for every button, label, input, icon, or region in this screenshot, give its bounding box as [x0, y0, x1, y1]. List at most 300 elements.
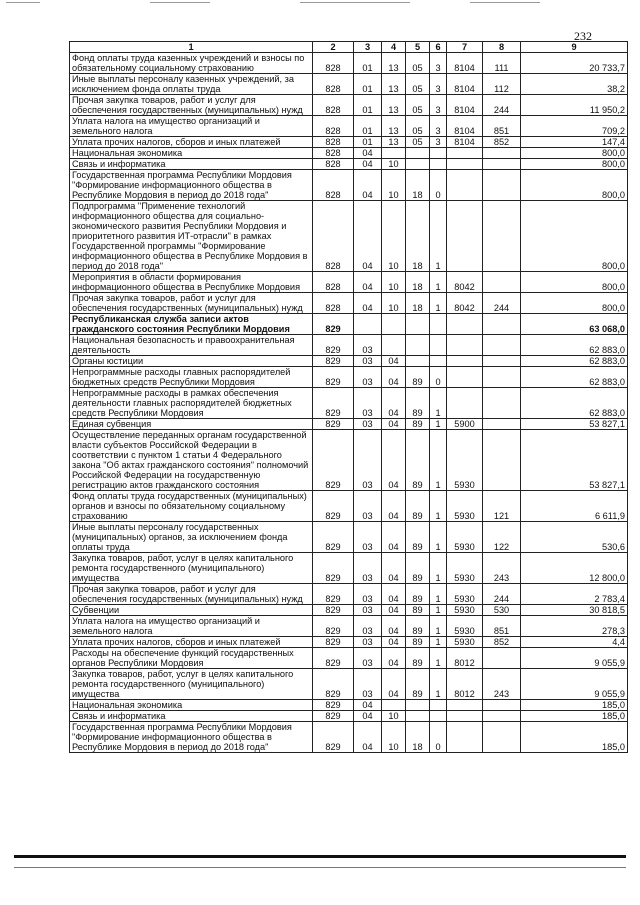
amount: 800,0 [521, 293, 628, 314]
section-code: 03 [354, 648, 382, 669]
table-row [70, 553, 628, 584]
program-code: 89 [406, 491, 430, 522]
subsection-code: 04 [382, 491, 406, 522]
row-name: Мероприятия в области формирования информационного общества в Республике Мордовия [70, 272, 313, 293]
row-name: Уплата прочих налогов, сборов и иных платежей [70, 637, 313, 648]
section-code: 03 [354, 491, 382, 522]
subsection-code: 10 [382, 293, 406, 314]
program-code [406, 159, 430, 170]
row-name: Непрограммные расходы главных распорядителей бюджетных средств Республики Мордовия [70, 367, 313, 388]
table-row [70, 116, 628, 137]
program-code: 89 [406, 669, 430, 700]
program-code: 89 [406, 637, 430, 648]
table-row [70, 419, 628, 430]
table-row [70, 584, 628, 605]
table-row [70, 314, 628, 335]
subprogram-code [430, 700, 447, 711]
expense-type-code: 122 [483, 522, 521, 553]
expense-type-code: 530 [483, 605, 521, 616]
subsection-code: 04 [382, 367, 406, 388]
amount: 4,4 [521, 637, 628, 648]
row-name: Иные выплаты персоналу казенных учреждений, за исключением фонда оплаты труда [70, 74, 313, 95]
program-code: 89 [406, 388, 430, 419]
grbs-code: 829 [313, 522, 354, 553]
amount: 62 883,0 [521, 356, 628, 367]
section-code: 04 [354, 272, 382, 293]
amount: 278,3 [521, 616, 628, 637]
target-code: 8104 [447, 95, 483, 116]
target-code [447, 700, 483, 711]
grbs-code: 829 [313, 584, 354, 605]
target-code: 8104 [447, 116, 483, 137]
expense-type-code: 851 [483, 616, 521, 637]
expense-type-code [483, 700, 521, 711]
grbs-code: 829 [313, 491, 354, 522]
scan-mark [470, 2, 540, 3]
row-name: Осуществление переданных органам государственной власти субъектов Российской Федерации в соответствии с пунктом 1 статьи 4 Федерального закона "Об актах гражданского состояния" полномочий Российской Федерации на государственную регистрацию актов гражданского состояния [70, 430, 313, 491]
section-code: 04 [354, 148, 382, 159]
subprogram-code: 3 [430, 74, 447, 95]
section-code: 03 [354, 553, 382, 584]
target-code [447, 335, 483, 356]
grbs-code: 828 [313, 293, 354, 314]
amount: 800,0 [521, 201, 628, 272]
expense-type-code [483, 388, 521, 419]
expense-type-code [483, 722, 521, 753]
section-code: 03 [354, 522, 382, 553]
grbs-code: 829 [313, 722, 354, 753]
expense-type-code: 121 [483, 491, 521, 522]
column-header: 6 [430, 42, 447, 53]
target-code: 8104 [447, 53, 483, 74]
row-name: Фонд оплаты труда казенных учреждений и взносы по обязательному социальному страхованию [70, 53, 313, 74]
footer-rule [14, 855, 626, 858]
program-code: 05 [406, 74, 430, 95]
section-code: 03 [354, 584, 382, 605]
section-code: 03 [354, 356, 382, 367]
expense-type-code [483, 148, 521, 159]
row-name: Прочая закупка товаров, работ и услуг для обеспечения государственных (муниципальных) нужд [70, 95, 313, 116]
subprogram-code [430, 159, 447, 170]
section-code: 04 [354, 170, 382, 201]
subprogram-code: 1 [430, 669, 447, 700]
subsection-code [382, 148, 406, 159]
target-code: 8042 [447, 293, 483, 314]
subsection-code [382, 335, 406, 356]
table-row [70, 491, 628, 522]
amount: 185,0 [521, 711, 628, 722]
subprogram-code: 1 [430, 201, 447, 272]
grbs-code: 828 [313, 95, 354, 116]
row-name: Уплата налога на имущество организаций и земельного налога [70, 116, 313, 137]
subsection-code: 04 [382, 419, 406, 430]
grbs-code: 829 [313, 700, 354, 711]
table-row [70, 293, 628, 314]
row-name: Национальная экономика [70, 148, 313, 159]
column-header: 5 [406, 42, 430, 53]
table-row [70, 605, 628, 616]
grbs-code: 828 [313, 74, 354, 95]
expense-type-code [483, 170, 521, 201]
target-code [447, 201, 483, 272]
expense-type-code [483, 648, 521, 669]
expense-type-code: 852 [483, 137, 521, 148]
subprogram-code: 1 [430, 419, 447, 430]
subprogram-code [430, 314, 447, 335]
amount: 63 068,0 [521, 314, 628, 335]
program-code: 05 [406, 53, 430, 74]
target-code: 5930 [447, 430, 483, 491]
column-header: 7 [447, 42, 483, 53]
amount: 62 883,0 [521, 335, 628, 356]
program-code: 89 [406, 522, 430, 553]
column-header: 2 [313, 42, 354, 53]
program-code [406, 356, 430, 367]
expense-type-code: 244 [483, 293, 521, 314]
grbs-code: 829 [313, 335, 354, 356]
program-code: 89 [406, 419, 430, 430]
table-row [70, 388, 628, 419]
section-code: 03 [354, 637, 382, 648]
subsection-code: 04 [382, 388, 406, 419]
program-code: 89 [406, 605, 430, 616]
row-name: Непрограммные расходы в рамках обеспечения деятельности главных распорядителей бюджетных средств Республики Мордовия [70, 388, 313, 419]
program-code [406, 335, 430, 356]
target-code [447, 367, 483, 388]
expense-type-code: 244 [483, 95, 521, 116]
subprogram-code: 1 [430, 388, 447, 419]
amount: 20 733,7 [521, 53, 628, 74]
grbs-code: 828 [313, 201, 354, 272]
subprogram-code [430, 148, 447, 159]
amount: 9 055,9 [521, 648, 628, 669]
target-code [447, 722, 483, 753]
row-name: Республиканская служба записи актов гражданского состояния Республики Мордовия [70, 314, 313, 335]
amount: 530,6 [521, 522, 628, 553]
grbs-code: 829 [313, 553, 354, 584]
section-code: 04 [354, 711, 382, 722]
table-row [70, 356, 628, 367]
row-name: Уплата прочих налогов, сборов и иных платежей [70, 137, 313, 148]
section-code: 04 [354, 201, 382, 272]
grbs-code: 829 [313, 430, 354, 491]
scan-mark [300, 2, 410, 3]
amount: 800,0 [521, 159, 628, 170]
program-code [406, 700, 430, 711]
row-name: Национальная безопасность и правоохранительная деятельность [70, 335, 313, 356]
subsection-code: 04 [382, 553, 406, 584]
amount: 11 950,2 [521, 95, 628, 116]
amount: 800,0 [521, 148, 628, 159]
target-code: 5930 [447, 491, 483, 522]
section-code: 03 [354, 419, 382, 430]
expense-type-code [483, 201, 521, 272]
subprogram-code: 3 [430, 116, 447, 137]
table-row [70, 137, 628, 148]
row-name: Иные выплаты персоналу государственных (муниципальных) органов, за исключением фонда оплаты труда [70, 522, 313, 553]
target-code: 5930 [447, 584, 483, 605]
table-row [70, 170, 628, 201]
scan-mark [150, 2, 210, 3]
table-row [70, 711, 628, 722]
subsection-code: 04 [382, 648, 406, 669]
amount: 53 827,1 [521, 419, 628, 430]
amount: 709,2 [521, 116, 628, 137]
target-code: 5930 [447, 522, 483, 553]
program-code: 89 [406, 648, 430, 669]
expense-type-code: 243 [483, 553, 521, 584]
row-name: Связь и информатика [70, 159, 313, 170]
table-row [70, 201, 628, 272]
target-code: 5930 [447, 553, 483, 584]
program-code [406, 314, 430, 335]
row-name: Закупка товаров, работ, услуг в целях капитального ремонта государственного (муниципального) имущества [70, 553, 313, 584]
table-row [70, 159, 628, 170]
section-code [354, 314, 382, 335]
grbs-code: 829 [313, 637, 354, 648]
grbs-code: 828 [313, 148, 354, 159]
subsection-code: 10 [382, 159, 406, 170]
column-header: 4 [382, 42, 406, 53]
subprogram-code: 0 [430, 367, 447, 388]
subsection-code: 13 [382, 116, 406, 137]
subprogram-code: 1 [430, 522, 447, 553]
target-code: 5930 [447, 616, 483, 637]
program-code: 89 [406, 553, 430, 584]
target-code [447, 170, 483, 201]
scan-mark [6, 2, 40, 3]
expense-type-code [483, 272, 521, 293]
subprogram-code: 1 [430, 293, 447, 314]
program-code: 89 [406, 584, 430, 605]
table-row [70, 53, 628, 74]
expense-type-code [483, 314, 521, 335]
program-code: 89 [406, 616, 430, 637]
table-row [70, 367, 628, 388]
expense-type-code [483, 430, 521, 491]
subsection-code: 10 [382, 722, 406, 753]
target-code [447, 711, 483, 722]
row-name: Связь и информатика [70, 711, 313, 722]
grbs-code: 829 [313, 419, 354, 430]
column-header: 1 [70, 42, 313, 53]
subsection-code: 10 [382, 170, 406, 201]
column-header: 3 [354, 42, 382, 53]
subsection-code: 13 [382, 137, 406, 148]
subprogram-code: 1 [430, 584, 447, 605]
subsection-code [382, 314, 406, 335]
footer-rule [14, 867, 626, 868]
section-code: 04 [354, 293, 382, 314]
section-code: 03 [354, 388, 382, 419]
grbs-code: 829 [313, 648, 354, 669]
amount: 147,4 [521, 137, 628, 148]
amount: 185,0 [521, 722, 628, 753]
subsection-code: 04 [382, 669, 406, 700]
column-header: 8 [483, 42, 521, 53]
subprogram-code [430, 335, 447, 356]
subprogram-code: 1 [430, 430, 447, 491]
program-code: 05 [406, 116, 430, 137]
amount: 30 818,5 [521, 605, 628, 616]
table-row [70, 700, 628, 711]
subprogram-code: 3 [430, 137, 447, 148]
target-code: 8012 [447, 669, 483, 700]
subprogram-code: 0 [430, 722, 447, 753]
subprogram-code [430, 711, 447, 722]
grbs-code: 829 [313, 711, 354, 722]
section-code: 03 [354, 430, 382, 491]
section-code: 04 [354, 722, 382, 753]
section-code: 03 [354, 616, 382, 637]
expense-type-code [483, 159, 521, 170]
section-code: 01 [354, 116, 382, 137]
grbs-code: 829 [313, 616, 354, 637]
table-row [70, 722, 628, 753]
target-code [447, 356, 483, 367]
amount: 53 827,1 [521, 430, 628, 491]
page-number: 232 [574, 29, 592, 43]
amount: 12 800,0 [521, 553, 628, 584]
subsection-code: 04 [382, 584, 406, 605]
amount: 62 883,0 [521, 367, 628, 388]
target-code: 5900 [447, 419, 483, 430]
grbs-code: 828 [313, 170, 354, 201]
table-row [70, 430, 628, 491]
table-row [70, 648, 628, 669]
amount: 800,0 [521, 170, 628, 201]
budget-table [69, 41, 628, 753]
expense-type-code: 851 [483, 116, 521, 137]
subprogram-code: 1 [430, 272, 447, 293]
program-code: 05 [406, 137, 430, 148]
program-code: 89 [406, 367, 430, 388]
subprogram-code: 1 [430, 491, 447, 522]
subprogram-code: 0 [430, 170, 447, 201]
target-code [447, 388, 483, 419]
expense-type-code: 111 [483, 53, 521, 74]
program-code: 18 [406, 293, 430, 314]
program-code: 18 [406, 272, 430, 293]
subsection-code: 10 [382, 711, 406, 722]
row-name: Органы юстиции [70, 356, 313, 367]
subsection-code [382, 700, 406, 711]
section-code: 01 [354, 74, 382, 95]
subprogram-code: 3 [430, 95, 447, 116]
grbs-code: 829 [313, 388, 354, 419]
table-row [70, 637, 628, 648]
table-row [70, 272, 628, 293]
subsection-code: 10 [382, 272, 406, 293]
grbs-code: 829 [313, 367, 354, 388]
expense-type-code [483, 335, 521, 356]
section-code: 03 [354, 605, 382, 616]
section-code: 04 [354, 700, 382, 711]
expense-type-code: 112 [483, 74, 521, 95]
row-name: Национальная экономика [70, 700, 313, 711]
section-code: 01 [354, 95, 382, 116]
section-code: 01 [354, 137, 382, 148]
subprogram-code: 1 [430, 553, 447, 584]
target-code: 5930 [447, 605, 483, 616]
amount: 2 783,4 [521, 584, 628, 605]
section-code: 04 [354, 159, 382, 170]
grbs-code: 828 [313, 272, 354, 293]
expense-type-code: 852 [483, 637, 521, 648]
section-code: 03 [354, 669, 382, 700]
row-name: Единая субвенция [70, 419, 313, 430]
target-code: 8104 [447, 74, 483, 95]
table-row [70, 148, 628, 159]
subprogram-code: 1 [430, 637, 447, 648]
target-code: 8104 [447, 137, 483, 148]
grbs-code: 828 [313, 159, 354, 170]
grbs-code: 828 [313, 116, 354, 137]
program-code: 18 [406, 201, 430, 272]
target-code: 8012 [447, 648, 483, 669]
section-code: 01 [354, 53, 382, 74]
program-code: 89 [406, 430, 430, 491]
section-code: 03 [354, 335, 382, 356]
table-row [70, 522, 628, 553]
subsection-code: 04 [382, 430, 406, 491]
subprogram-code [430, 356, 447, 367]
subsection-code: 04 [382, 605, 406, 616]
amount: 38,2 [521, 74, 628, 95]
target-code [447, 159, 483, 170]
program-code [406, 711, 430, 722]
expense-type-code [483, 356, 521, 367]
expense-type-code [483, 419, 521, 430]
row-name: Субвенции [70, 605, 313, 616]
row-name: Уплата налога на имущество организаций и земельного налога [70, 616, 313, 637]
row-name: Государственная программа Республики Мордовия "Формирование информационного общества в Республике Мордовия в период до 2018 года" [70, 170, 313, 201]
table-row [70, 74, 628, 95]
program-code: 18 [406, 722, 430, 753]
subsection-code: 10 [382, 201, 406, 272]
subprogram-code: 1 [430, 616, 447, 637]
row-name: Расходы на обеспечение функций государственных органов Республики Мордовия [70, 648, 313, 669]
grbs-code: 829 [313, 605, 354, 616]
row-name: Государственная программа Республики Мордовия "Формирование информационного общества в Республике Мордовия в период до 2018 года" [70, 722, 313, 753]
row-name: Закупка товаров, работ, услуг в целях капитального ремонта государственного (муниципального) имущества [70, 669, 313, 700]
subsection-code: 04 [382, 616, 406, 637]
row-name: Фонд оплаты труда государственных (муниципальных) органов и взносы по обязательному социальному страхованию [70, 491, 313, 522]
grbs-code: 829 [313, 669, 354, 700]
subsection-code: 13 [382, 95, 406, 116]
target-code [447, 148, 483, 159]
amount: 800,0 [521, 272, 628, 293]
program-code: 18 [406, 170, 430, 201]
row-name: Прочая закупка товаров, работ и услуг для обеспечения государственных (муниципальных) нужд [70, 584, 313, 605]
amount: 185,0 [521, 700, 628, 711]
program-code: 05 [406, 95, 430, 116]
subprogram-code: 3 [430, 53, 447, 74]
amount: 9 055,9 [521, 669, 628, 700]
amount: 6 611,9 [521, 491, 628, 522]
grbs-code: 829 [313, 314, 354, 335]
grbs-code: 829 [313, 356, 354, 367]
target-code: 5930 [447, 637, 483, 648]
subsection-code: 04 [382, 356, 406, 367]
target-code: 8042 [447, 272, 483, 293]
grbs-code: 828 [313, 53, 354, 74]
table-row [70, 95, 628, 116]
expense-type-code: 243 [483, 669, 521, 700]
expense-type-code [483, 367, 521, 388]
subsection-code: 04 [382, 522, 406, 553]
grbs-code: 828 [313, 137, 354, 148]
